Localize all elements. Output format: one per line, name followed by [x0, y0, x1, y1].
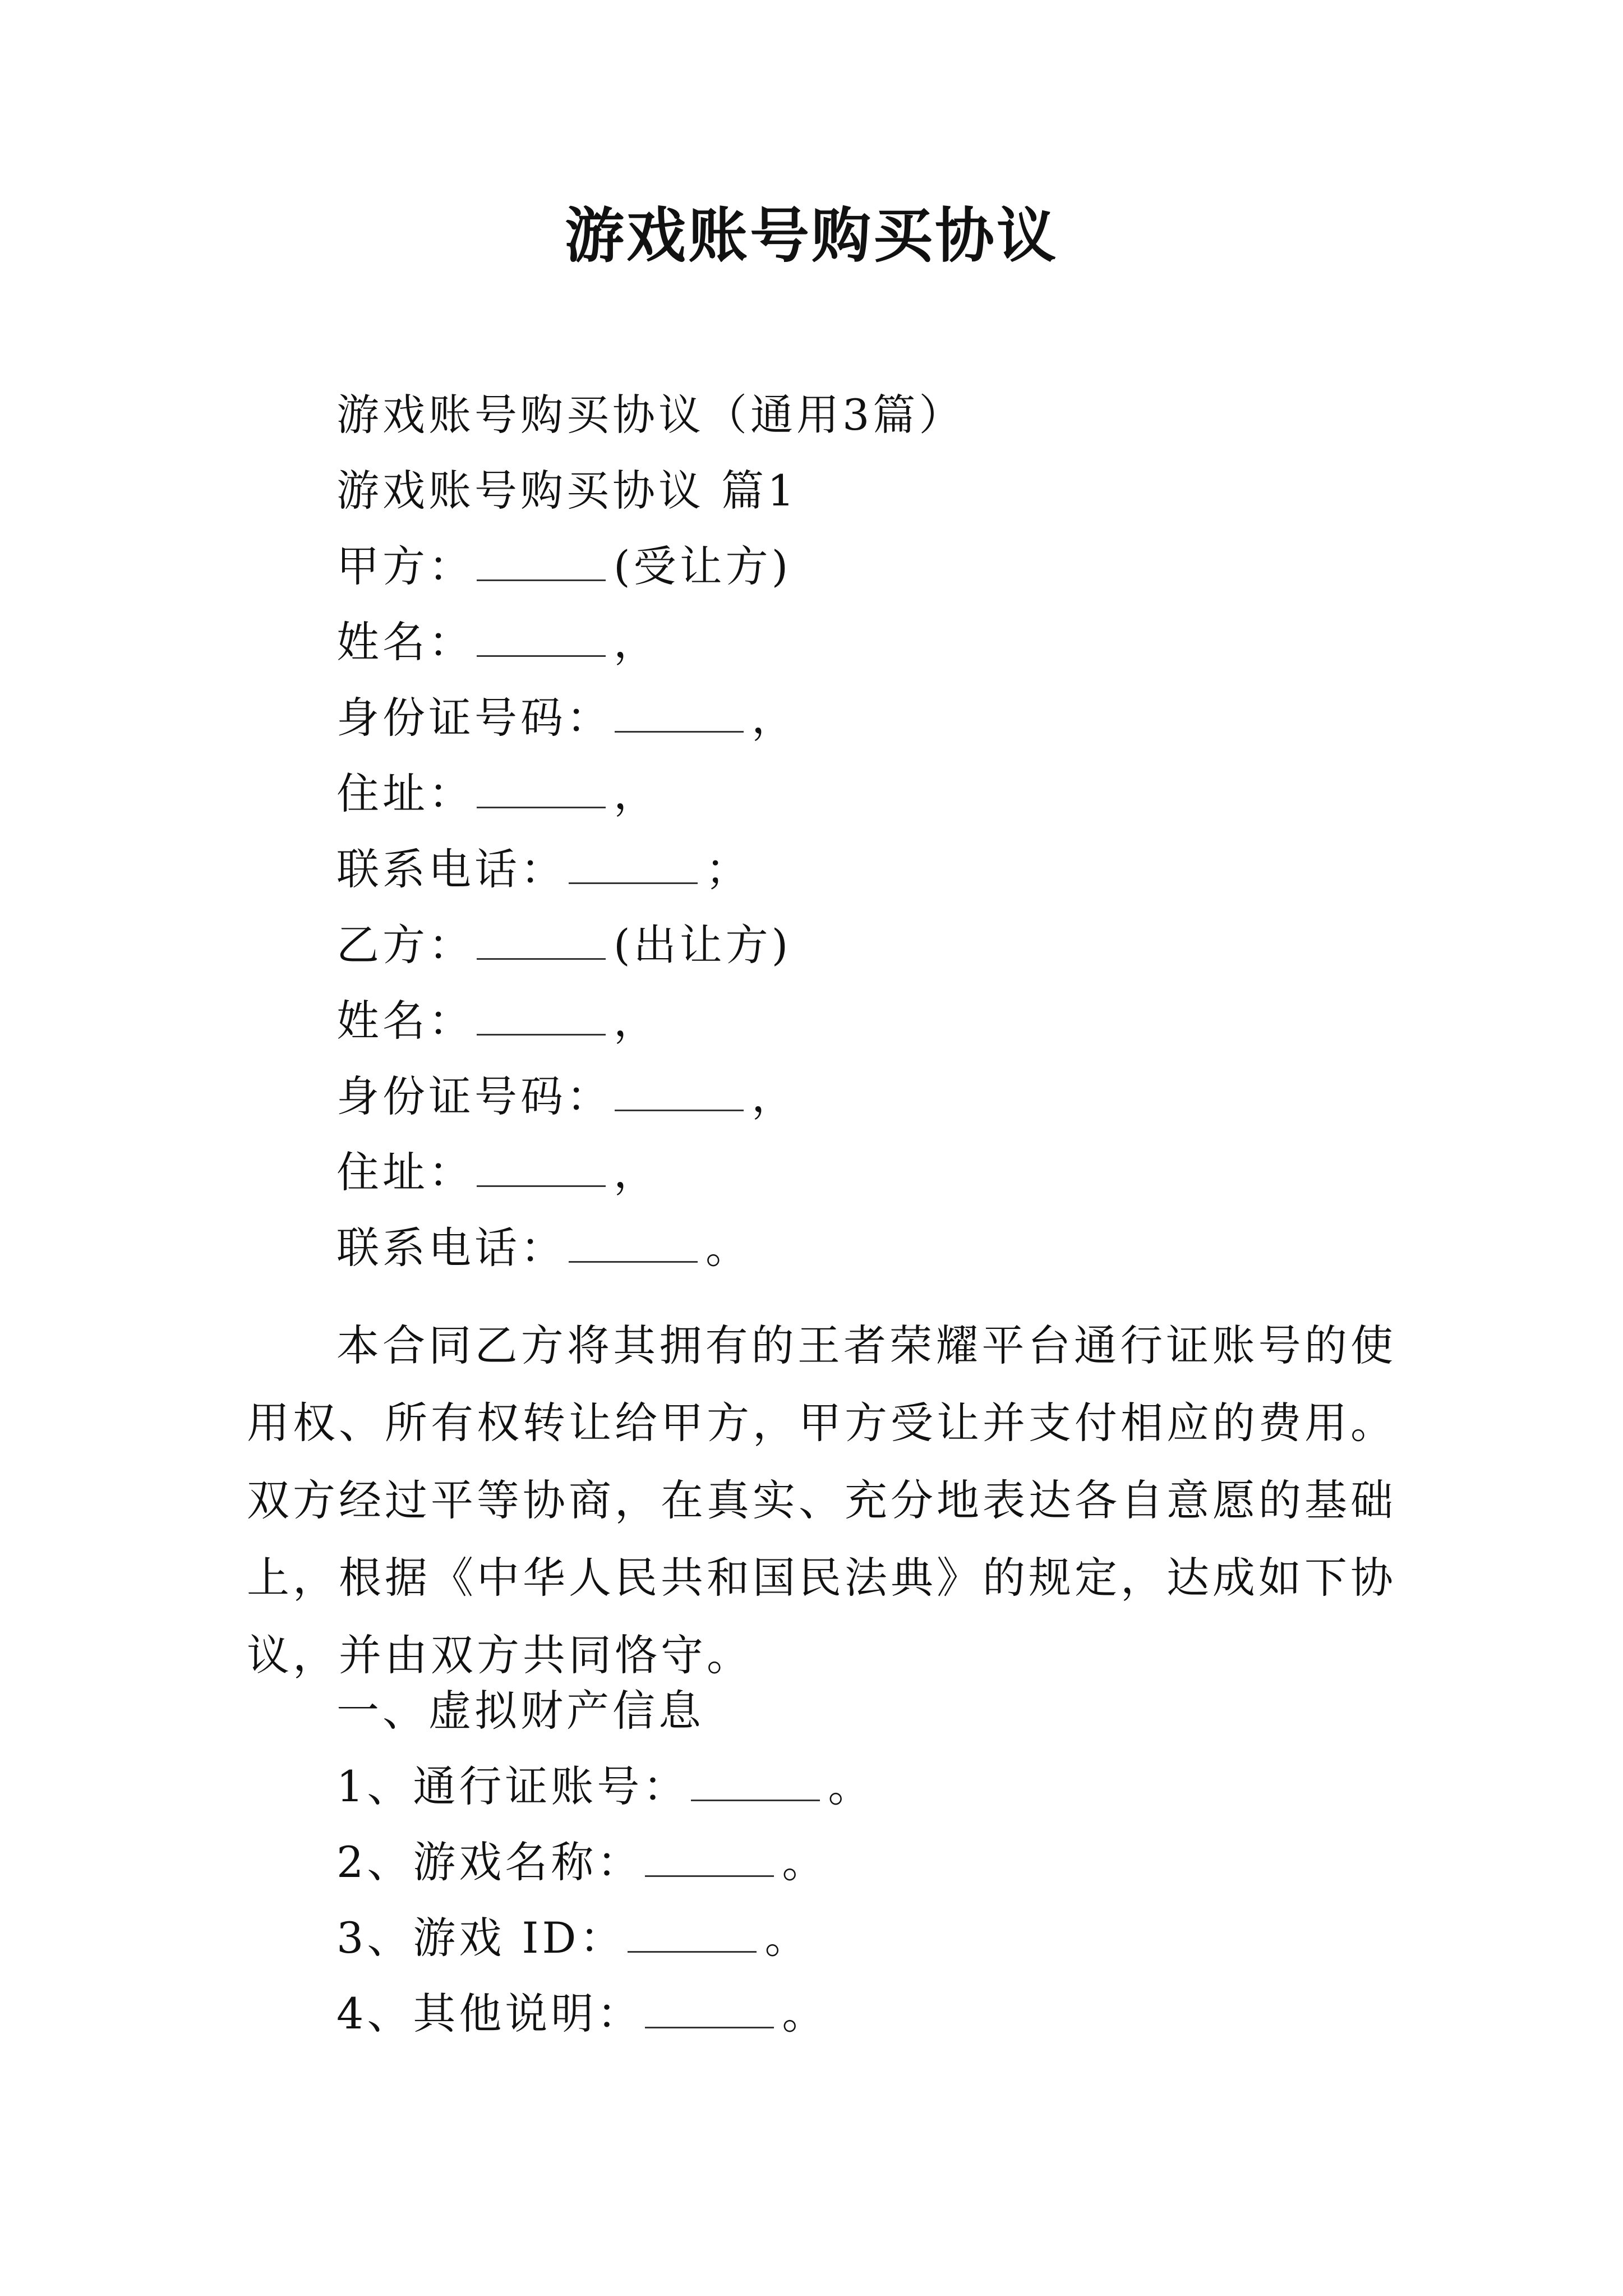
field-blank — [477, 1149, 606, 1187]
field-punct: ， — [614, 617, 660, 667]
clause-item-punct: 。 — [828, 1761, 874, 1811]
party-a-role: (受让方) — [614, 541, 792, 591]
field-label: 身份证号码： — [336, 1071, 612, 1121]
party-a-line — [336, 539, 791, 595]
clause-item-other — [336, 1986, 828, 2042]
field-punct: ， — [614, 1147, 660, 1197]
field-blank — [477, 619, 606, 657]
document-title: 游戏账号购买协议 — [565, 200, 1058, 270]
field-blank — [477, 998, 606, 1036]
clause-item-blank — [691, 1764, 820, 1801]
clause-item-account — [336, 1759, 874, 1815]
party-a-blank — [477, 544, 606, 581]
field-label: 住址： — [336, 769, 474, 818]
clause-item-punct: 。 — [782, 1989, 828, 2039]
party-a-name-line — [336, 614, 660, 670]
field-punct: ， — [751, 693, 797, 743]
field-label: 联系电话： — [336, 1223, 566, 1273]
field-label: 身份证号码： — [336, 693, 612, 743]
party-a-phone-line — [336, 841, 751, 898]
party-b-id-line — [336, 1069, 797, 1125]
party-b-line — [336, 917, 791, 973]
party-a-address-line — [336, 766, 660, 822]
field-label: 姓名： — [336, 617, 474, 667]
party-b-blank — [477, 922, 606, 960]
clause-item-game-name — [336, 1834, 828, 1890]
field-punct: 。 — [706, 1223, 751, 1273]
field-blank — [615, 695, 744, 733]
party-a-label: 甲方： — [336, 541, 474, 591]
party-b-label: 乙方： — [336, 920, 474, 970]
field-punct: ， — [751, 1071, 797, 1121]
party-b-role: (出让方) — [614, 920, 792, 970]
party-a-id-line — [336, 690, 797, 746]
intro-paragraph: 本合同乙方将其拥有的王者荣耀平台通行证账号的使用权、所有权转让给甲方，甲方受让并支付相应的费用。双方经过平等协商，在真实、充分地表达各自意愿的基础上，根据《中华人民共和国民法典》的规定，达成如下协议，并由双方共同恪守。 — [247, 1320, 1396, 1680]
field-punct: ； — [706, 844, 751, 894]
clause-item-punct: 。 — [782, 1837, 828, 1887]
clause-one-heading: 一、虚拟财产信息 — [336, 1686, 704, 1736]
field-blank — [569, 1225, 698, 1263]
field-blank — [569, 846, 698, 884]
clause-item-label: 1、通行证账号： — [336, 1761, 689, 1811]
clause-item-blank — [645, 1839, 774, 1877]
clause-item-label: 2、游戏名称： — [336, 1837, 643, 1887]
clause-item-blank — [628, 1915, 757, 1953]
clause-item-label: 4、其他说明： — [336, 1989, 643, 2039]
clause-item-game-id — [336, 1910, 810, 1966]
field-label: 住址： — [336, 1147, 474, 1197]
section-heading: 游戏账号购买协议 篇1 — [336, 466, 798, 516]
clause-item-punct: 。 — [764, 1913, 811, 1963]
field-label: 联系电话： — [336, 844, 566, 894]
document-subtitle: 游戏账号购买协议（通用3篇） — [336, 390, 965, 440]
party-b-phone-line — [336, 1220, 751, 1276]
clause-item-blank — [645, 1991, 774, 2028]
field-label: 姓名： — [336, 996, 474, 1046]
field-blank — [477, 771, 606, 808]
field-punct: ， — [614, 996, 660, 1046]
clause-item-label: 3、游戏 ID： — [336, 1913, 626, 1963]
field-blank — [615, 1074, 744, 1111]
party-b-address-line — [336, 1144, 660, 1200]
field-punct: ， — [614, 769, 660, 818]
party-b-name-line — [336, 993, 660, 1049]
